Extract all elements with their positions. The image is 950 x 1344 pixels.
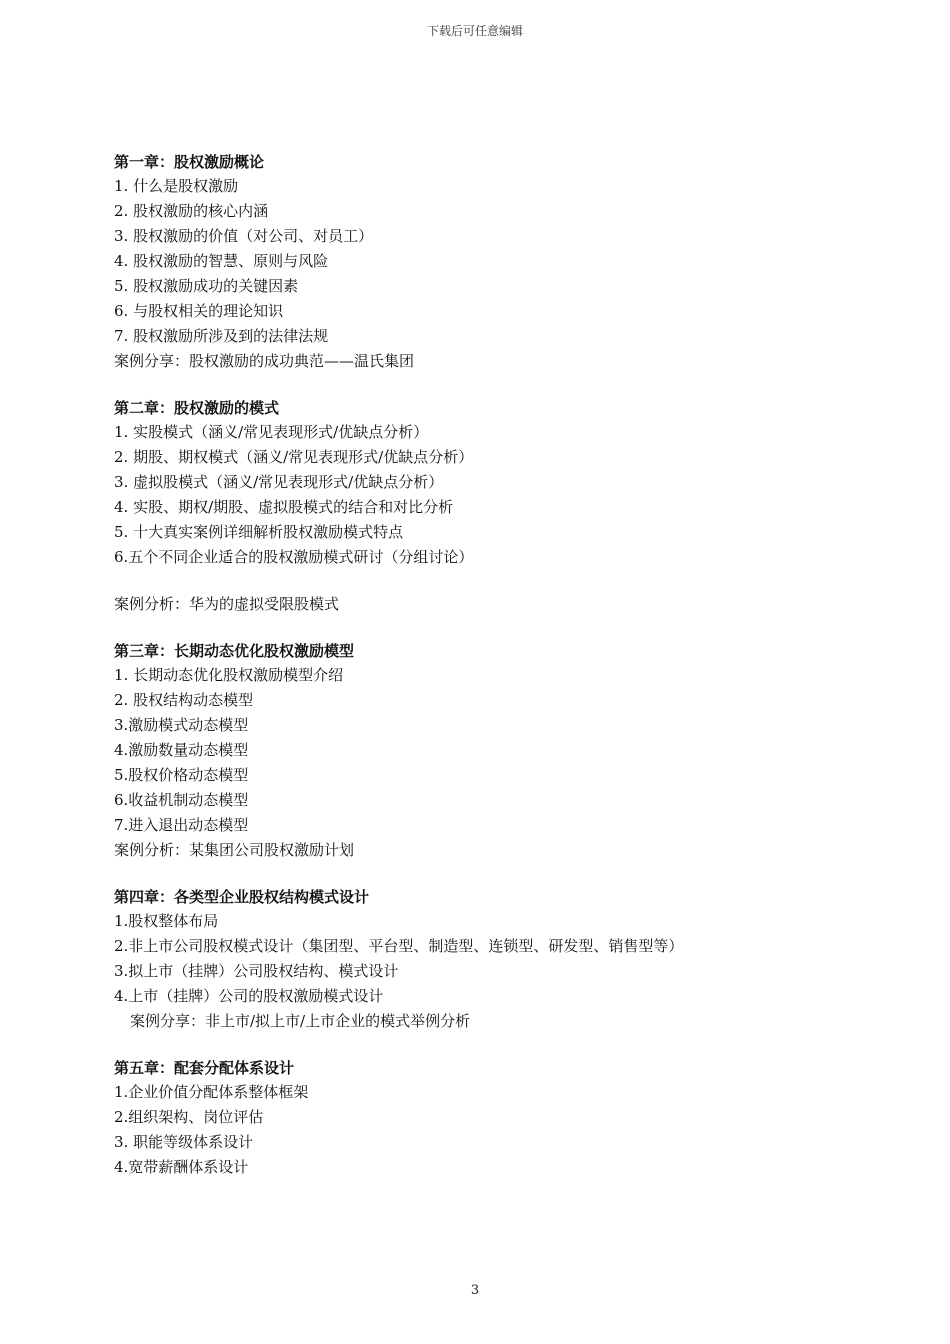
case-line: 案例分析：某集团公司股权激励计划 xyxy=(114,841,355,859)
list-item: 1. 实股模式（涵义/常见表现形式/优缺点分析） xyxy=(114,423,429,441)
list-item: 3. 虚拟股模式（涵义/常见表现形式/优缺点分析） xyxy=(114,473,444,491)
list-item: 6.收益机制动态模型 xyxy=(114,791,249,809)
list-item: 6.五个不同企业适合的股权激励模式研讨（分组讨论） xyxy=(114,548,474,566)
page-header: 下载后可任意编辑 xyxy=(426,24,523,38)
list-item: 7.进入退出动态模型 xyxy=(114,816,249,834)
chapter-title: 第一章：股权激励概论 xyxy=(114,153,265,171)
list-item: 6. 与股权相关的理论知识 xyxy=(114,302,284,320)
chapter-title: 第五章：配套分配体系设计 xyxy=(114,1059,295,1077)
chapter-title: 第四章：各类型企业股权结构模式设计 xyxy=(114,888,370,906)
list-item: 2.非上市公司股权模式设计（集团型、平台型、制造型、连锁型、研发型、销售型等） xyxy=(114,937,684,955)
chapter-5 xyxy=(114,1056,874,1180)
case-line: 案例分享：非上市/拟上市/上市企业的模式举例分析 xyxy=(130,1012,471,1030)
chapter-title: 第三章：长期动态优化股权激励模型 xyxy=(114,642,355,660)
list-item: 2. 期股、期权模式（涵义/常见表现形式/优缺点分析） xyxy=(114,448,474,466)
chapter-1 xyxy=(114,150,874,374)
list-item: 3.拟上市（挂牌）公司股权结构、模式设计 xyxy=(114,962,399,980)
list-item: 3. 职能等级体系设计 xyxy=(114,1133,254,1151)
list-item: 3. 股权激励的价值（对公司、对员工） xyxy=(114,227,374,245)
list-item: 2. 股权激励的核心内涵 xyxy=(114,202,269,220)
list-item: 5. 股权激励成功的关键因素 xyxy=(114,277,299,295)
list-item: 5.股权价格动态模型 xyxy=(114,766,249,784)
case-line: 案例分析：华为的虚拟受限股模式 xyxy=(114,595,340,613)
document-body xyxy=(114,150,874,1202)
list-item: 4. 股权激励的智慧、原则与风险 xyxy=(114,252,329,270)
chapter-2 xyxy=(114,396,874,617)
list-item: 2.组织架构、岗位评估 xyxy=(114,1108,264,1126)
list-item: 1. 什么是股权激励 xyxy=(114,177,239,195)
list-item: 4.激励数量动态模型 xyxy=(114,741,249,759)
list-item: 1.股权整体布局 xyxy=(114,912,219,930)
chapter-4 xyxy=(114,885,874,1034)
list-item: 4.宽带薪酬体系设计 xyxy=(114,1158,249,1176)
chapter-title: 第二章：股权激励的模式 xyxy=(114,399,280,417)
page-number: 3 xyxy=(470,1283,480,1298)
list-item: 4.上市（挂牌）公司的股权激励模式设计 xyxy=(114,987,384,1005)
list-item: 5. 十大真实案例详细解析股权激励模式特点 xyxy=(114,523,404,541)
list-item: 1. 长期动态优化股权激励模型介绍 xyxy=(114,666,344,684)
list-item: 7. 股权激励所涉及到的法律法规 xyxy=(114,327,329,345)
list-item: 4. 实股、期权/期股、虚拟股模式的结合和对比分析 xyxy=(114,498,454,516)
chapter-3 xyxy=(114,639,874,863)
list-item: 3.激励模式动态模型 xyxy=(114,716,249,734)
case-line: 案例分享：股权激励的成功典范——温氏集团 xyxy=(114,352,415,370)
list-item: 1.企业价值分配体系整体框架 xyxy=(114,1083,309,1101)
list-item: 2. 股权结构动态模型 xyxy=(114,691,254,709)
